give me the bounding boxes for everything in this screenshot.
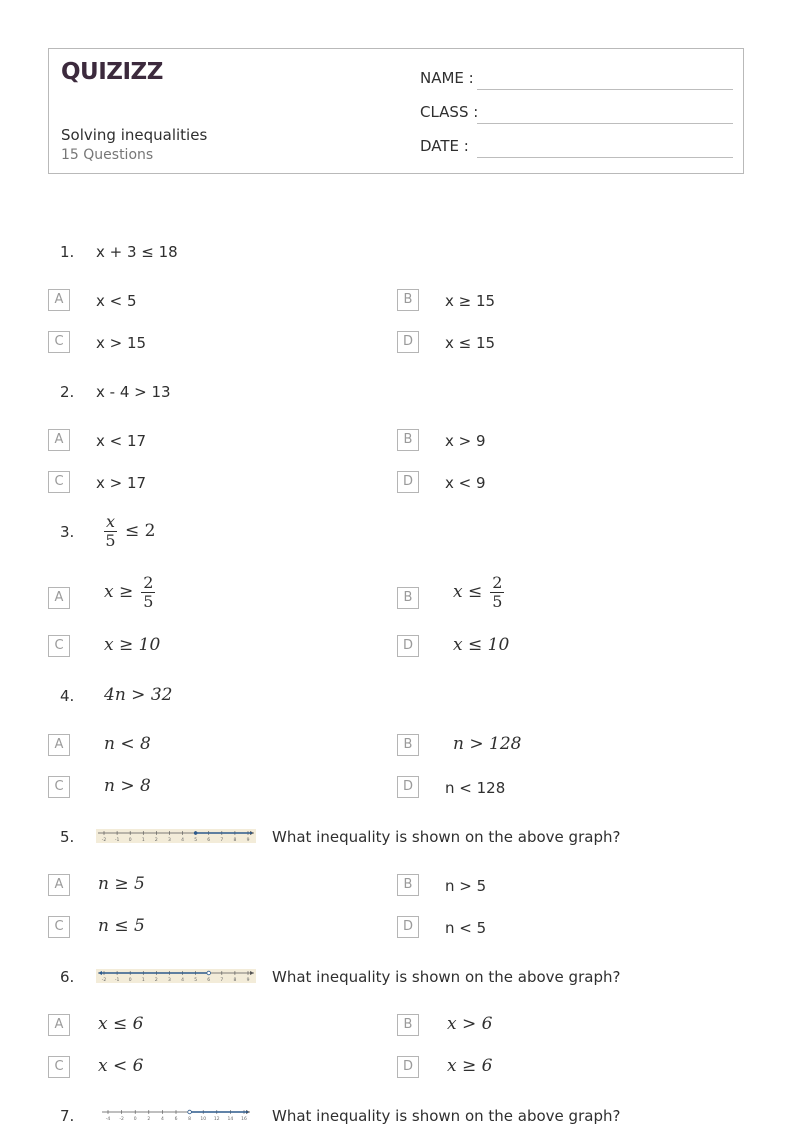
question-text: What inequality is shown on the above graph?: [272, 968, 621, 986]
option-math: [104, 574, 155, 611]
tick-label: 6: [207, 838, 211, 843]
option-math-pre: x ≥: [104, 582, 134, 602]
name-line[interactable]: [477, 89, 733, 90]
tick-label: 10: [200, 1117, 207, 1122]
option-math-pre: x ≤: [453, 582, 483, 602]
question-number: 7.: [60, 1107, 75, 1125]
name-label: NAME :: [420, 69, 474, 87]
endpoint-dot: [188, 1110, 192, 1114]
question-math: 4n > 32: [104, 685, 173, 705]
tick-label: -1: [114, 838, 120, 843]
worksheet-header: [48, 48, 744, 174]
option-box[interactable]: A: [48, 429, 70, 451]
option-math: x ≥ 10: [104, 635, 161, 655]
tick-label: 1: [141, 978, 145, 983]
endpoint-dot: [207, 971, 211, 975]
question-number: 1.: [60, 243, 75, 261]
option-text: x > 9: [445, 432, 486, 450]
fraction-denominator: 5: [492, 592, 503, 611]
tick-label: 1: [141, 838, 145, 843]
question-number: 6.: [60, 968, 75, 986]
question-math: [104, 513, 156, 550]
option-box[interactable]: B: [397, 1014, 419, 1036]
option-math: [453, 574, 504, 611]
option-box[interactable]: A: [48, 587, 70, 609]
number-line-graph: [96, 829, 256, 843]
tick-label: 0: [128, 978, 132, 983]
tick-label: 6: [207, 978, 211, 983]
option-text: x < 9: [445, 474, 486, 492]
tick-label: 7: [220, 978, 224, 983]
tick-label: 3: [168, 978, 171, 983]
option-box[interactable]: D: [397, 916, 419, 938]
class-line[interactable]: [477, 123, 733, 124]
option-box[interactable]: C: [48, 331, 70, 353]
tick-label: 0: [128, 838, 132, 843]
option-text: n < 128: [445, 779, 506, 797]
option-math: x > 6: [447, 1014, 493, 1034]
option-math: n > 8: [104, 776, 151, 796]
quizizz-logo: QUIZIZZ: [61, 59, 163, 85]
tick-label: 2: [154, 978, 158, 983]
option-box[interactable]: A: [48, 289, 70, 311]
tick-label: 9: [246, 978, 250, 983]
question-text: What inequality is shown on the above graph?: [272, 1107, 621, 1125]
date-label: DATE :: [420, 137, 469, 155]
option-text: x ≤ 15: [445, 334, 496, 352]
option-math: n ≥ 5: [98, 874, 145, 894]
option-box[interactable]: B: [397, 289, 419, 311]
option-box[interactable]: B: [397, 429, 419, 451]
option-box[interactable]: C: [48, 776, 70, 798]
tick-label: -4: [105, 1117, 111, 1122]
option-box[interactable]: D: [397, 471, 419, 493]
tick-label: 2: [147, 1117, 151, 1122]
option-text: x < 5: [96, 292, 137, 310]
tick-label: -2: [119, 1117, 124, 1122]
tick-label: 4: [181, 838, 184, 843]
number-line-svg: [100, 1108, 252, 1122]
number-line-graph: [100, 1108, 252, 1122]
tick-label: 14: [227, 1117, 234, 1122]
tick-label: 12: [213, 1117, 220, 1122]
option-text: x < 17: [96, 432, 147, 450]
option-text: x ≥ 15: [445, 292, 496, 310]
fraction-numerator: x: [106, 512, 116, 531]
question-math-rest: ≤ 2: [125, 521, 156, 541]
question-number: 3.: [60, 523, 75, 541]
graph-background: [96, 969, 256, 983]
question-count: 15 Questions: [61, 147, 154, 163]
option-text: x > 17: [96, 474, 147, 492]
question-text: What inequality is shown on the above graph?: [272, 828, 621, 846]
option-math: x ≥ 6: [447, 1056, 493, 1076]
option-box[interactable]: A: [48, 734, 70, 756]
option-box[interactable]: B: [397, 734, 419, 756]
option-math: x ≤ 10: [453, 635, 510, 655]
question-number: 5.: [60, 828, 75, 846]
graph-background: [96, 829, 256, 843]
option-math: n > 128: [453, 734, 522, 754]
tick-label: 3: [168, 838, 171, 843]
tick-label: 8: [233, 978, 237, 983]
tick-label: 16: [241, 1117, 247, 1122]
option-math: n < 8: [104, 734, 151, 754]
option-box[interactable]: C: [48, 916, 70, 938]
option-math: n ≤ 5: [98, 916, 145, 936]
tick-label: -2: [101, 978, 107, 983]
option-box[interactable]: D: [397, 1056, 419, 1078]
option-text: x > 15: [96, 334, 147, 352]
option-text: n < 5: [445, 919, 487, 937]
tick-label: 6: [174, 1117, 178, 1122]
option-box[interactable]: B: [397, 587, 419, 609]
option-math: x ≤ 6: [98, 1014, 144, 1034]
question-number: 2.: [60, 383, 75, 401]
fraction-numerator: 2: [492, 573, 503, 592]
option-text: n > 5: [445, 877, 487, 895]
worksheet-title: Solving inequalities: [61, 126, 208, 144]
tick-label: 9: [246, 838, 250, 843]
tick-label: 5: [194, 978, 198, 983]
option-box[interactable]: D: [397, 331, 419, 353]
tick-label: -1: [114, 978, 120, 983]
option-box[interactable]: C: [48, 471, 70, 493]
fraction-denominator: 5: [143, 592, 154, 611]
tick-label: 4: [181, 978, 184, 983]
number-line-graph: [96, 969, 256, 983]
tick-label: 7: [220, 838, 224, 843]
option-box[interactable]: D: [397, 635, 419, 657]
tick-label: 4: [160, 1117, 164, 1122]
tick-label: 8: [233, 838, 237, 843]
option-box[interactable]: A: [48, 874, 70, 896]
option-box[interactable]: C: [48, 1056, 70, 1078]
class-label: CLASS :: [420, 103, 479, 121]
option-math: x < 6: [98, 1056, 144, 1076]
fraction-numerator: 2: [143, 573, 154, 592]
endpoint-dot: [194, 831, 198, 835]
question-text: x - 4 > 13: [96, 383, 171, 401]
tick-label: 8: [188, 1117, 192, 1122]
question-text: x + 3 ≤ 18: [96, 243, 178, 261]
option-box[interactable]: C: [48, 635, 70, 657]
number-line-svg: [96, 829, 256, 843]
tick-label: 5: [194, 838, 198, 843]
number-line-svg: [96, 969, 256, 983]
tick-label: 2: [154, 838, 158, 843]
tick-label: -2: [101, 838, 107, 843]
date-line[interactable]: [477, 157, 733, 158]
option-box[interactable]: A: [48, 1014, 70, 1036]
question-number: 4.: [60, 687, 75, 705]
tick-label: 0: [133, 1117, 137, 1122]
option-box[interactable]: B: [397, 874, 419, 896]
option-box[interactable]: D: [397, 776, 419, 798]
fraction-denominator: 5: [105, 531, 116, 550]
